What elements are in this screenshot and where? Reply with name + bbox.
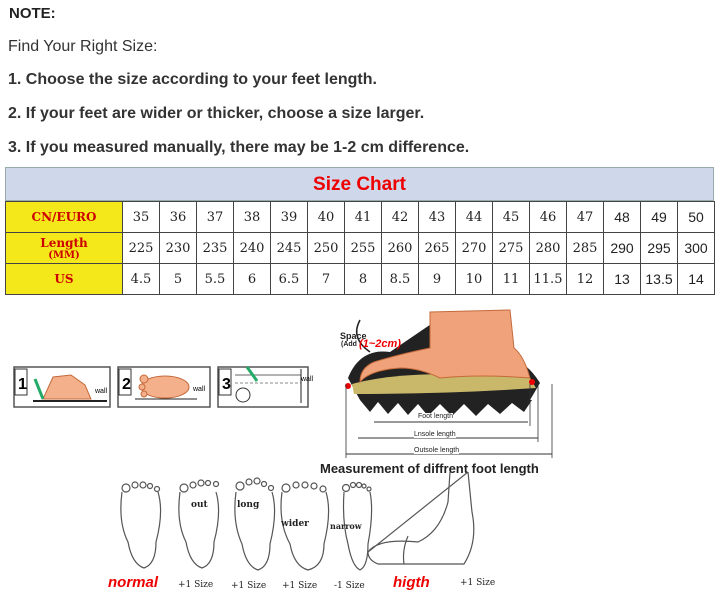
size-cell: 275 xyxy=(493,233,530,264)
size-cell: 265 xyxy=(419,233,456,264)
size-cell: 43 xyxy=(419,202,456,233)
size-cell: 37 xyxy=(197,202,234,233)
high-label: higth xyxy=(393,574,430,591)
step-3-illustration xyxy=(218,367,313,407)
size-adjust-3: +1 Size xyxy=(282,581,318,591)
row-header-unit: (MM) xyxy=(48,249,80,261)
size-cell: 8.5 xyxy=(382,264,419,295)
size-cell: 230 xyxy=(160,233,197,264)
instructions-heading: Find Your Right Size: xyxy=(8,38,158,55)
size-cell: 250 xyxy=(308,233,345,264)
row-header-label: CN/EURO xyxy=(31,210,97,224)
size-cell: 11.5 xyxy=(530,264,567,295)
size-adjust-4: -1 Size xyxy=(334,581,365,591)
diagram-caption: Measurement of diffrent foot length xyxy=(320,461,539,476)
foot-label-long: long xyxy=(237,500,260,510)
size-cell: 46 xyxy=(530,202,567,233)
size-cell: 260 xyxy=(382,233,419,264)
measure-steps xyxy=(13,363,313,418)
size-cell: 35 xyxy=(123,202,160,233)
size-cell: 8 xyxy=(345,264,382,295)
size-cell: 45 xyxy=(493,202,530,233)
size-cell: 270 xyxy=(456,233,493,264)
row-header-label: US xyxy=(54,272,74,286)
instruction-2: 2. If your feet are wider or thicker, choose a size larger. xyxy=(8,105,425,122)
size-cell: 11 xyxy=(493,264,530,295)
size-cell: 39 xyxy=(271,202,308,233)
size-cell: 240 xyxy=(234,233,271,264)
size-cell: 300 xyxy=(678,233,715,264)
size-row xyxy=(6,233,715,264)
insole-length-label: Lnsole length xyxy=(414,431,456,438)
foot-label-out: out xyxy=(191,500,208,510)
svg-text:wall: wall xyxy=(301,376,313,383)
foot-length-label: Foot length xyxy=(418,413,454,420)
size-table xyxy=(5,201,715,295)
row-header-label: Length xyxy=(40,235,88,250)
foot-out-outline xyxy=(179,480,219,568)
size-adjust-1: +1 Size xyxy=(178,580,214,590)
size-cell: 13 xyxy=(604,264,641,295)
step-2-illustration xyxy=(118,367,210,407)
step-1-wall-label: wall xyxy=(95,388,108,395)
add-label: (Add xyxy=(341,341,357,348)
foot-long-outline xyxy=(235,478,275,570)
size-cell: 235 xyxy=(197,233,234,264)
instruction-1: 1. Choose the size according to your feet length. xyxy=(8,71,377,88)
size-cell: 6.5 xyxy=(271,264,308,295)
note-label: NOTE: xyxy=(9,5,56,22)
size-cell: 10 xyxy=(456,264,493,295)
size-cell: 9 xyxy=(419,264,456,295)
size-chart-title: Size Chart xyxy=(5,167,714,201)
size-adjust-5: +1 Size xyxy=(460,578,496,588)
size-cell: 42 xyxy=(382,202,419,233)
size-adjust-2: +1 Size xyxy=(231,581,267,591)
add-value: (1~2cm) xyxy=(359,338,401,350)
svg-text:wall: wall xyxy=(193,386,206,393)
size-cell: 38 xyxy=(234,202,271,233)
size-cell: 50 xyxy=(678,202,715,233)
row-header xyxy=(6,233,123,264)
foot-label-narrow: narrow xyxy=(330,521,362,531)
normal-label: normal xyxy=(108,574,159,591)
size-cell: 245 xyxy=(271,233,308,264)
size-cell: 285 xyxy=(567,233,604,264)
size-cell: 290 xyxy=(604,233,641,264)
size-cell: 225 xyxy=(123,233,160,264)
size-cell: 6 xyxy=(234,264,271,295)
size-cell: 7 xyxy=(308,264,345,295)
size-chart xyxy=(5,167,714,300)
step-1-number: 1 xyxy=(18,376,27,393)
instruction-3: 3. If you measured manually, there may be 1-2 cm difference. xyxy=(8,139,470,156)
step-1-illustration xyxy=(14,367,110,407)
size-cell: 5 xyxy=(160,264,197,295)
size-cell: 5.5 xyxy=(197,264,234,295)
size-cell: 295 xyxy=(641,233,678,264)
row-header xyxy=(6,202,123,233)
size-cell: 48 xyxy=(604,202,641,233)
step-3-number: 3 xyxy=(222,376,231,393)
size-cell: 44 xyxy=(456,202,493,233)
size-cell: 49 xyxy=(641,202,678,233)
outsole-length-label: Outsole length xyxy=(414,447,460,454)
size-row xyxy=(6,264,715,295)
space-label: Space xyxy=(340,331,367,341)
size-cell: 13.5 xyxy=(641,264,678,295)
size-cell: 40 xyxy=(308,202,345,233)
size-cell: 255 xyxy=(345,233,382,264)
foot-normal-outline xyxy=(121,482,161,568)
row-header xyxy=(6,264,123,295)
foot-label-wider: wider xyxy=(281,519,309,529)
size-cell: 36 xyxy=(160,202,197,233)
size-cell: 12 xyxy=(567,264,604,295)
size-cell: 4.5 xyxy=(123,264,160,295)
size-cell: 14 xyxy=(678,264,715,295)
foot-high-arch-outline xyxy=(368,472,474,564)
size-cell: 41 xyxy=(345,202,382,233)
size-row xyxy=(6,202,715,233)
size-cell: 280 xyxy=(530,233,567,264)
size-cell: 47 xyxy=(567,202,604,233)
step-2-number: 2 xyxy=(122,376,131,393)
